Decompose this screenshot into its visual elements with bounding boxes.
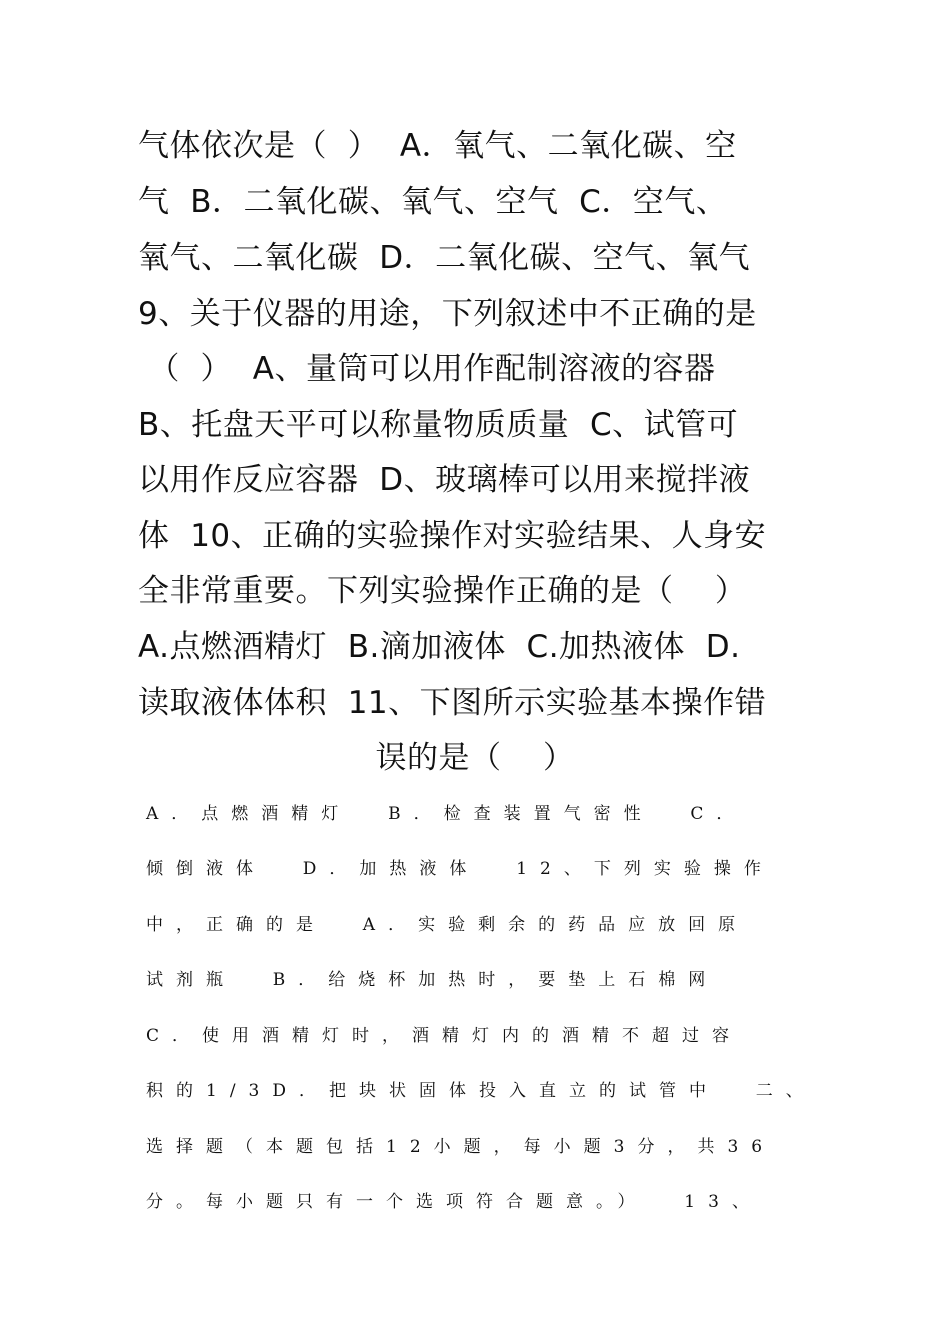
text-line: 气 B．二氧化碳、氧气、空气 C．空气、: [138, 184, 728, 220]
text-line: A.点燃酒精灯 B.滴加液体 C.加热液体 D.: [138, 629, 741, 665]
text-line: 以用作反应容器 D、玻璃棒可以用来搅拌液: [138, 462, 751, 498]
text-line: 体 10、正确的实验操作对实验结果、人身安: [138, 518, 767, 554]
small-text-line: 试剂瓶 B．给烧杯加热时，要垫上石棉网: [146, 970, 719, 990]
text-line: 氧气、二氧化碳 D．二氧化碳、空气、氧气: [138, 240, 751, 276]
small-text-line: 倾倒液体 D．加热液体 12、下列实验操作: [146, 859, 774, 879]
text-line: 9、关于仪器的用途，下列叙述中不正确的是: [138, 296, 757, 332]
small-text-line: 积的1/3D．把块状固体投入直立的试管中 二、: [146, 1081, 816, 1101]
text-line: 全非常重要。下列实验操作正确的是（ ）: [138, 573, 747, 609]
text-line-centered: 误的是（ ）: [375, 740, 575, 776]
small-text-line: C．使用酒精灯时，酒精灯内的酒精不超过容: [146, 1026, 743, 1046]
text-line: 气体依次是（ ） A．氧气、二氧化碳、空: [138, 128, 737, 164]
text-line: 读取液体体积 11、下图所示实验基本操作错: [138, 685, 767, 721]
small-text-line: A．点燃酒精灯 B．检查装置气密性 C．: [146, 804, 747, 824]
text-line: （ ） A、量筒可以用作配制溶液的容器: [138, 351, 716, 387]
small-text-line: 选择题（本题包括12小题，每小题3分，共36: [146, 1137, 776, 1157]
text-line: B、托盘天平可以称量物质质量 C、试管可: [138, 407, 739, 443]
small-text-line: 分。每小题只有一个选项符合题意。） 13、: [146, 1192, 762, 1212]
small-text-line: 中，正确的是 A．实验剩余的药品应放回原: [146, 915, 749, 935]
